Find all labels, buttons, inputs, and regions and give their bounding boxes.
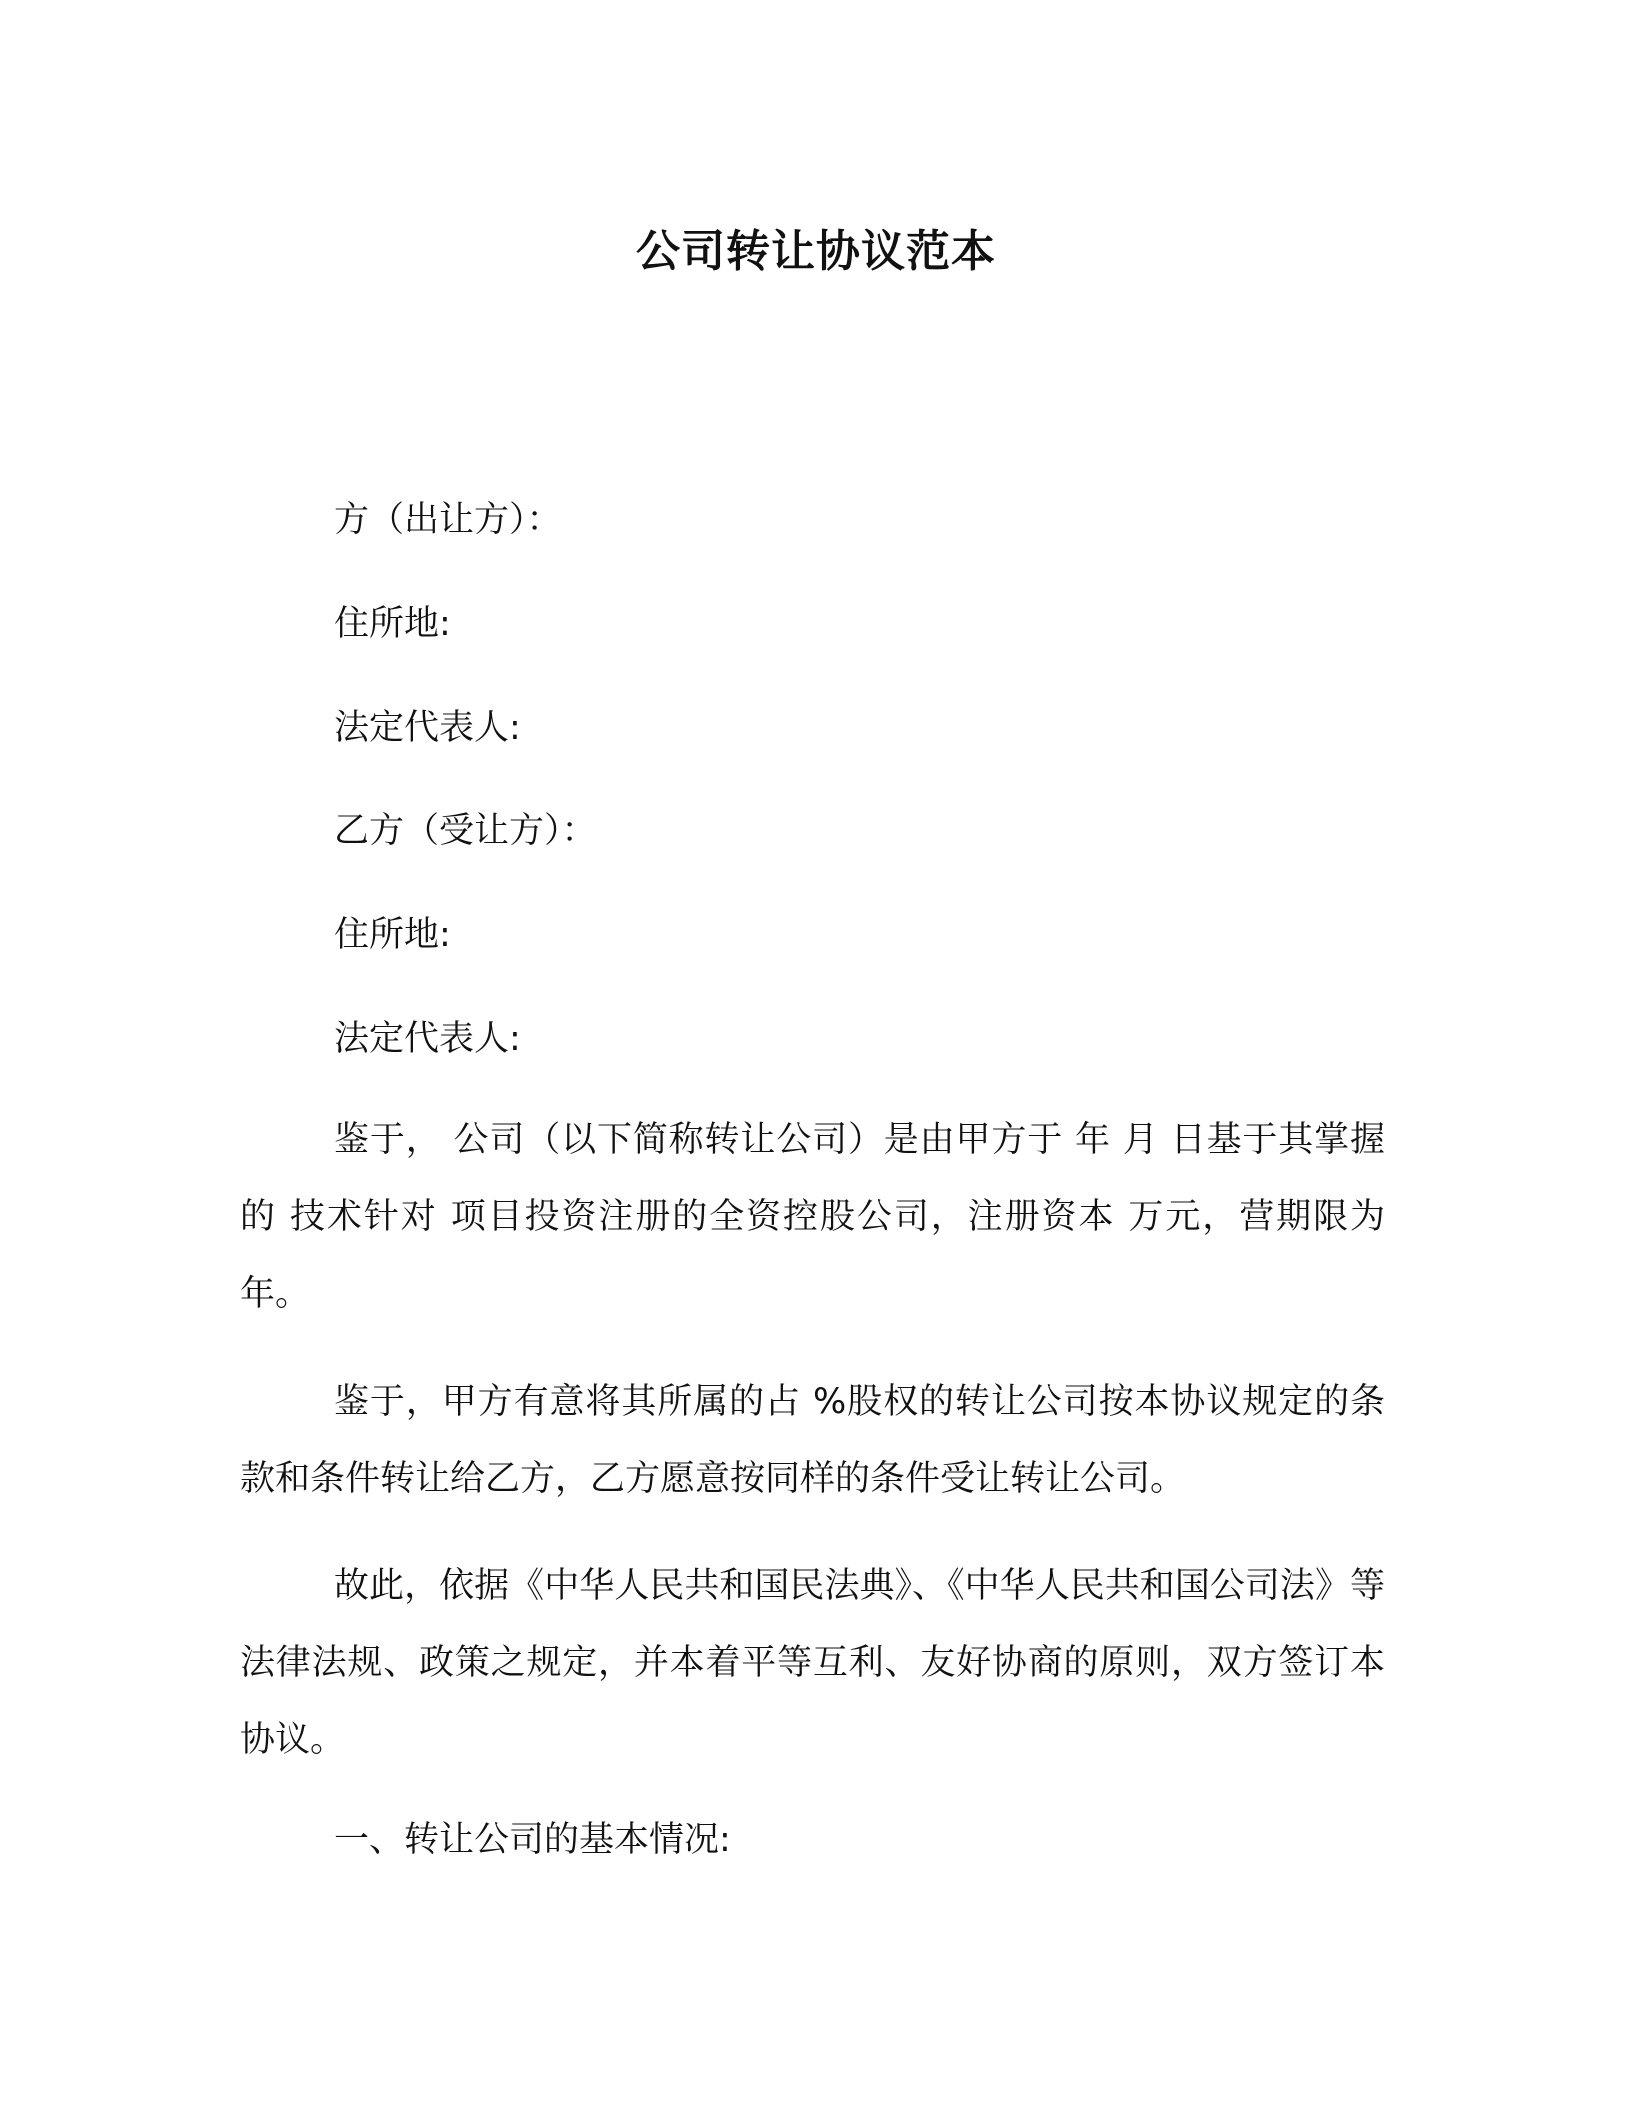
section-heading: 一、转让公司的基本情况:: [334, 1820, 731, 1860]
recital-paragraph-2: 鉴于，甲方有意将其所属的占 %股权的转让公司按本协议规定的条款和条件转让给乙方，乙方愿意按同样的条件受让转让公司。: [240, 1382, 1385, 1499]
recital-paragraph-1: 鉴于， 公司（以下简称转让公司）是由甲方于 年 月 日基于其掌握的 技术针对 项目投资注册的全资控股公司，注册资本 万元，营期限为 年。: [240, 1120, 1385, 1314]
party-b-label: 乙方（受让方）：: [334, 811, 597, 851]
recital-paragraph-3: 故此，依据《中华人民共和国民法典》、《中华人民共和国公司法》等法律法规、政策之规定，并本着平等互利、友好协商的原则，双方签订本协议。: [240, 1566, 1385, 1760]
document-title: 公司转让协议范本: [636, 226, 996, 277]
party-b-address-label: 住所地:: [334, 915, 451, 955]
party-a-label: 方（出让方）：: [334, 500, 562, 540]
party-b-representative-label: 法定代表人:: [334, 1019, 521, 1059]
party-a-address-label: 住所地:: [334, 604, 451, 644]
party-a-representative-label: 法定代表人:: [334, 708, 521, 748]
